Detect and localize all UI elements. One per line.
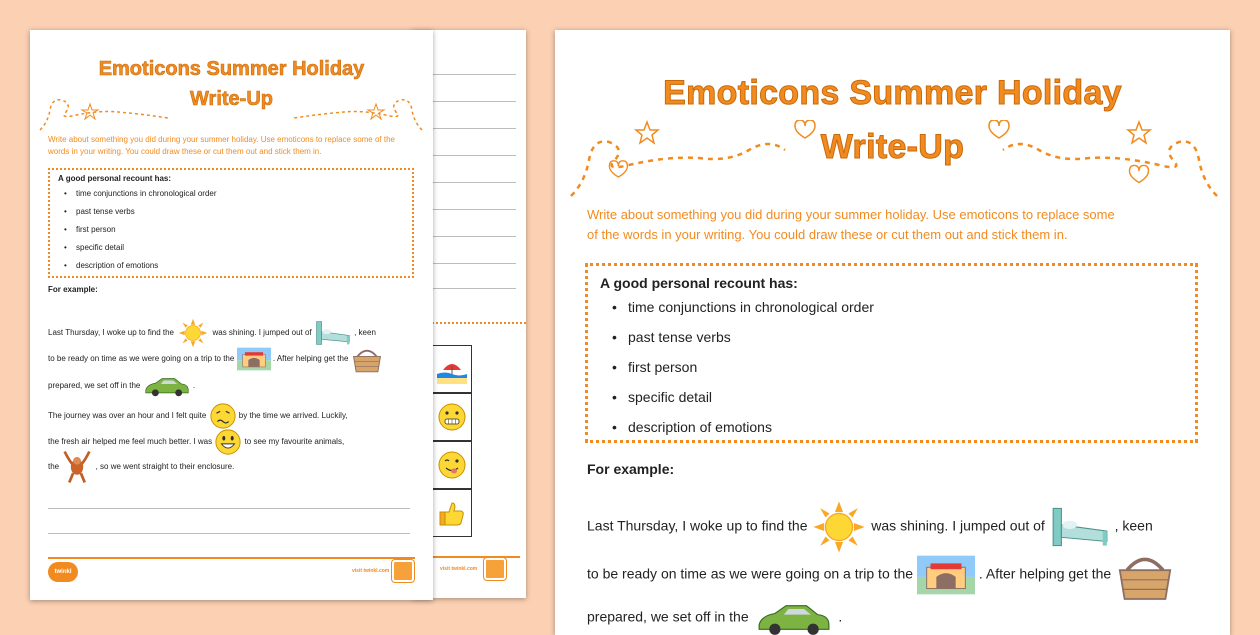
checklist-item: • description of emotions [600, 412, 1183, 442]
writing-line [432, 263, 516, 264]
page-title-line1: Emoticons Summer Holiday [98, 58, 365, 80]
example-text: to be ready on time as we were going on a trip to the [48, 354, 235, 364]
checklist-item: • first person [58, 221, 404, 239]
writing-line [432, 182, 516, 183]
footer-divider [432, 556, 520, 558]
checklist-item: • past tense verbs [600, 322, 1183, 352]
checklist [58, 185, 404, 275]
beach-icon [437, 354, 467, 384]
emoticon-card [432, 393, 472, 441]
decorative-border-icon [38, 92, 424, 134]
worksheet-preview-small [30, 30, 433, 600]
example-text: The journey was over an hour and I felt quite [48, 411, 207, 421]
zoo-icon [917, 555, 975, 595]
checklist-item: • description of emotions [58, 257, 404, 275]
example-line [587, 548, 1175, 602]
writing-line [48, 508, 410, 509]
example-line [48, 450, 234, 484]
footer-site: visit twinkl.com [440, 566, 478, 572]
checklist [600, 292, 1183, 442]
example-text: the [48, 462, 60, 472]
page-title-line1: Emoticons Summer Holiday [663, 74, 1122, 112]
writing-line [48, 533, 410, 534]
example-heading: For example: [48, 285, 98, 294]
example-text: to see my favourite animals, [244, 437, 345, 447]
example-text: . After helping get the [978, 565, 1112, 582]
twinkl-logo: twinkl [48, 562, 78, 582]
writing-line [432, 74, 516, 75]
writing-line [432, 155, 516, 156]
example-line [48, 374, 195, 398]
example-text: . [838, 608, 843, 625]
checklist-item: • time conjunctions in chronological order [600, 292, 1183, 322]
quality-badge-icon [484, 558, 506, 580]
example-text: by the time we arrived. Luckily, [238, 411, 348, 421]
emoticon-card [432, 441, 472, 489]
writing-line [432, 209, 516, 210]
example-line [48, 402, 348, 430]
example-text: Last Thursday, I woke up to find the [587, 517, 808, 534]
checklist-item: • past tense verbs [58, 203, 404, 221]
writing-line [432, 236, 516, 237]
example-text: was shining. I jumped out of [212, 328, 312, 338]
example-text: . [192, 381, 196, 391]
instructions-text: Write about something you did during your summer holiday. Use emoticons to replace some of the words in your writing. You could draw these or cut them out and stick them in. [48, 135, 395, 156]
instructions-line: Write about something you did during your summer holiday. Use emoticons to replace some [587, 207, 1115, 222]
example-text: prepared, we set off in the [587, 608, 749, 625]
instructions-text [587, 205, 1207, 245]
instructions-line: of the words in your writing. You could draw these or cut them out and stick them in. [587, 227, 1068, 242]
footer-divider [48, 557, 415, 559]
example-text: to be ready on time as we were going on a trip to the [587, 565, 914, 582]
example-text: . After helping get the [272, 354, 349, 364]
example-line [587, 500, 1153, 554]
recount-checklist-box [48, 168, 414, 278]
example-text: was shining. I jumped out of [871, 517, 1045, 534]
checklist-item: • specific detail [600, 382, 1183, 412]
recount-checklist-box [585, 263, 1198, 443]
picnic-basket-icon [1115, 548, 1175, 602]
checklist-item: • time conjunctions in chronological order [58, 185, 404, 203]
checklist-item: • specific detail [58, 239, 404, 257]
quality-badge-icon [392, 560, 414, 582]
emoticon-card [432, 345, 472, 393]
zoo-icon [237, 347, 271, 371]
grimace-face-icon [437, 402, 467, 432]
thumbs-up-icon [437, 498, 467, 528]
example-text: , keen [1114, 517, 1153, 534]
tongue-face-icon [437, 450, 467, 480]
checklist-heading: A good personal recount has: [58, 174, 172, 183]
page-title-line2: Write-Up [190, 88, 273, 110]
sick-face-icon [209, 402, 237, 430]
writing-line [432, 288, 516, 289]
example-heading: For example: [587, 461, 675, 477]
example-line [48, 344, 383, 374]
bed-icon [1049, 501, 1111, 553]
picnic-basket-icon [351, 344, 383, 374]
writing-line [432, 101, 516, 102]
emoticon-card [432, 489, 472, 537]
example-text: , so we went straight to their enclosure. [95, 462, 235, 472]
worksheet-preview-large [555, 30, 1230, 635]
example-text: the fresh air helped me feel much better. I was [48, 437, 213, 447]
example-text: Last Thursday, I woke up to find the [48, 328, 174, 338]
checklist-heading: A good personal recount has: [600, 275, 798, 291]
footer-site: visit twinkl.com [352, 568, 390, 574]
car-icon [143, 374, 191, 398]
example-text: prepared, we set off in the [48, 381, 141, 391]
decorative-border-icon [569, 120, 1219, 202]
checklist-item: • first person [600, 352, 1183, 382]
page-title-line2: Write-Up [820, 128, 965, 166]
example-text: , keen [354, 328, 376, 338]
sun-icon [811, 500, 867, 554]
orangutan-icon [61, 450, 93, 484]
writing-line [432, 128, 516, 129]
